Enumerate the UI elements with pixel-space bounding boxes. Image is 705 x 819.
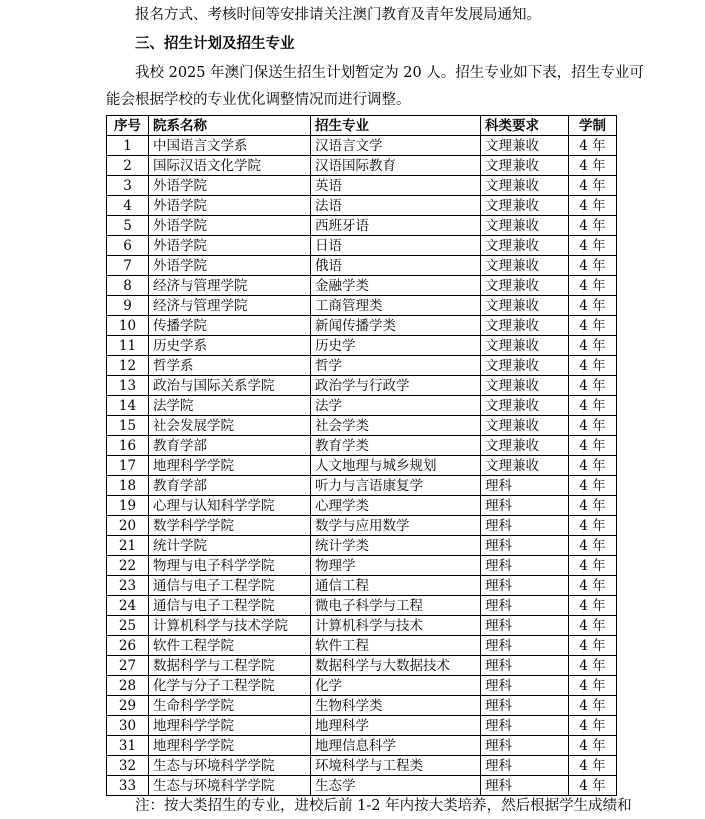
cell-index: 20 [107,516,149,536]
cell-duration: 4 年 [569,576,617,596]
cell-duration: 4 年 [569,396,617,416]
cell-index: 1 [107,136,149,156]
cell-index: 10 [107,316,149,336]
cell-index: 7 [107,256,149,276]
cell-index: 11 [107,336,149,356]
cell-duration: 4 年 [569,716,617,736]
cell-index: 16 [107,436,149,456]
cell-department: 地理科学学院 [149,736,311,756]
cell-subject-requirement: 文理兼收 [481,156,569,176]
cell-index: 27 [107,656,149,676]
cell-index: 29 [107,696,149,716]
cell-index: 15 [107,416,149,436]
paragraph-line-2: 能会根据学校的专业优化调整情况而进行调整。 [106,92,411,108]
cell-index: 19 [107,496,149,516]
table-row [107,676,617,696]
cell-index: 6 [107,236,149,256]
cell-major: 数据科学与大数据技术 [311,656,481,676]
cell-department: 国际汉语文化学院 [149,156,311,176]
cell-major: 软件工程 [311,636,481,656]
cell-index: 32 [107,756,149,776]
cell-department: 化学与分子工程学院 [149,676,311,696]
cell-subject-requirement: 文理兼收 [481,136,569,156]
cell-index: 31 [107,736,149,756]
cell-duration: 4 年 [569,236,617,256]
cell-subject-requirement: 文理兼收 [481,356,569,376]
cell-major: 环境科学与工程类 [311,756,481,776]
table-row [107,656,617,676]
cell-subject-requirement: 理科 [481,496,569,516]
cell-major: 日语 [311,236,481,256]
cell-index: 2 [107,156,149,176]
cell-duration: 4 年 [569,616,617,636]
cell-department: 外语学院 [149,196,311,216]
cell-department: 外语学院 [149,216,311,236]
header-subject-requirement: 科类要求 [481,116,569,136]
table-row [107,736,617,756]
cell-department: 统计学院 [149,536,311,556]
cell-subject-requirement: 理科 [481,736,569,756]
cell-subject-requirement: 理科 [481,656,569,676]
cell-index: 12 [107,356,149,376]
cell-department: 经济与管理学院 [149,296,311,316]
cell-duration: 4 年 [569,516,617,536]
cell-major: 物理学 [311,556,481,576]
table-row [107,696,617,716]
table-row [107,156,617,176]
cell-subject-requirement: 理科 [481,516,569,536]
table-row [107,196,617,216]
cell-major: 法语 [311,196,481,216]
cell-department: 生态与环境科学学院 [149,756,311,776]
cell-subject-requirement: 理科 [481,576,569,596]
cell-duration: 4 年 [569,436,617,456]
table-row [107,636,617,656]
cell-major: 汉语国际教育 [311,156,481,176]
cell-department: 哲学系 [149,356,311,376]
table-row [107,556,617,576]
cell-duration: 4 年 [569,356,617,376]
cell-duration: 4 年 [569,136,617,156]
cell-index: 28 [107,676,149,696]
cell-duration: 4 年 [569,656,617,676]
cell-department: 通信与电子工程学院 [149,576,311,596]
cell-subject-requirement: 文理兼收 [481,236,569,256]
cell-department: 地理科学学院 [149,456,311,476]
cell-subject-requirement: 文理兼收 [481,316,569,336]
table-row [107,416,617,436]
table-row [107,616,617,636]
cell-duration: 4 年 [569,316,617,336]
paragraph-line-1: 我校 2025 年澳门保送生招生计划暂定为 20 人。招生专业如下表，招生专业可 [135,65,644,81]
cell-major: 听力与言语康复学 [311,476,481,496]
cell-subject-requirement: 文理兼收 [481,376,569,396]
cell-major: 社会学类 [311,416,481,436]
table-row [107,536,617,556]
cell-department: 法学院 [149,396,311,416]
cell-major: 生态学 [311,776,481,796]
cell-subject-requirement: 文理兼收 [481,436,569,456]
note-text: 注：按大类招生的专业，进校后前 1-2 年内按大类培养，然后根据学生成绩和 [135,798,632,814]
cell-duration: 4 年 [569,196,617,216]
cell-index: 3 [107,176,149,196]
cell-department: 中国语言文学系 [149,136,311,156]
cell-department: 教育学部 [149,436,311,456]
cell-department: 计算机科学与技术学院 [149,616,311,636]
cell-duration: 4 年 [569,216,617,236]
cell-index: 24 [107,596,149,616]
cell-index: 17 [107,456,149,476]
cell-index: 25 [107,616,149,636]
cell-subject-requirement: 文理兼收 [481,256,569,276]
cell-duration: 4 年 [569,536,617,556]
cell-duration: 4 年 [569,556,617,576]
cell-index: 14 [107,396,149,416]
cell-duration: 4 年 [569,696,617,716]
cell-department: 政治与国际关系学院 [149,376,311,396]
cell-major: 计算机科学与技术 [311,616,481,636]
cell-subject-requirement: 文理兼收 [481,456,569,476]
cell-department: 历史学系 [149,336,311,356]
cell-duration: 4 年 [569,416,617,436]
cell-major: 英语 [311,176,481,196]
cell-major: 西班牙语 [311,216,481,236]
table-row [107,776,617,796]
cell-subject-requirement: 理科 [481,556,569,576]
cell-department: 外语学院 [149,256,311,276]
cell-duration: 4 年 [569,776,617,796]
cell-index: 26 [107,636,149,656]
cell-duration: 4 年 [569,276,617,296]
cell-department: 数据科学与工程学院 [149,656,311,676]
header-duration: 学制 [569,116,617,136]
table-body [107,136,617,796]
cell-department: 生态与环境科学学院 [149,776,311,796]
cell-department: 经济与管理学院 [149,276,311,296]
cell-major: 法学 [311,396,481,416]
cell-major: 工商管理类 [311,296,481,316]
table-row [107,496,617,516]
cell-major: 政治学与行政学 [311,376,481,396]
cell-duration: 4 年 [569,256,617,276]
cell-major: 地理科学 [311,716,481,736]
table-row [107,576,617,596]
table-row [107,296,617,316]
cell-major: 俄语 [311,256,481,276]
table-row [107,356,617,376]
cell-index: 5 [107,216,149,236]
cell-department: 地理科学学院 [149,716,311,736]
table-row [107,396,617,416]
enrollment-plan-table [106,115,617,796]
cell-department: 物理与电子科学学院 [149,556,311,576]
cell-duration: 4 年 [569,336,617,356]
cell-department: 生命科学学院 [149,696,311,716]
cell-major: 统计学类 [311,536,481,556]
cell-subject-requirement: 文理兼收 [481,336,569,356]
cell-major: 教育学类 [311,436,481,456]
cell-index: 18 [107,476,149,496]
cell-department: 数学科学学院 [149,516,311,536]
cell-index: 9 [107,296,149,316]
cell-subject-requirement: 理科 [481,596,569,616]
table-row [107,256,617,276]
cell-major: 地理信息科学 [311,736,481,756]
table-row [107,756,617,776]
cell-index: 23 [107,576,149,596]
table-row [107,236,617,256]
cell-major: 微电子科学与工程 [311,596,481,616]
table-row [107,216,617,236]
table-row [107,276,617,296]
cell-duration: 4 年 [569,156,617,176]
table-row [107,136,617,156]
cell-index: 4 [107,196,149,216]
table-header-row [107,116,617,136]
cell-major: 通信工程 [311,576,481,596]
cell-department: 软件工程学院 [149,636,311,656]
header-index: 序号 [107,116,149,136]
table-row [107,596,617,616]
table-row [107,716,617,736]
table-row [107,516,617,536]
cell-subject-requirement: 文理兼收 [481,216,569,236]
cell-duration: 4 年 [569,736,617,756]
cell-subject-requirement: 文理兼收 [481,396,569,416]
cell-index: 8 [107,276,149,296]
cell-duration: 4 年 [569,636,617,656]
cell-major: 数学与应用数学 [311,516,481,536]
cell-major: 生物科学类 [311,696,481,716]
cell-subject-requirement: 文理兼收 [481,176,569,196]
cell-subject-requirement: 理科 [481,616,569,636]
cell-major: 人文地理与城乡规划 [311,456,481,476]
cell-index: 30 [107,716,149,736]
cell-duration: 4 年 [569,376,617,396]
cell-index: 22 [107,556,149,576]
cell-major: 金融学类 [311,276,481,296]
cell-duration: 4 年 [569,496,617,516]
cell-duration: 4 年 [569,676,617,696]
cell-duration: 4 年 [569,756,617,776]
table-row [107,456,617,476]
cell-duration: 4 年 [569,456,617,476]
cell-major: 心理学类 [311,496,481,516]
cell-duration: 4 年 [569,296,617,316]
cell-subject-requirement: 文理兼收 [481,196,569,216]
cell-major: 哲学 [311,356,481,376]
intro-text: 报名方式、考核时间等安排请关注澳门教育及青年发展局通知。 [135,7,541,23]
cell-subject-requirement: 理科 [481,536,569,556]
table-row [107,176,617,196]
cell-subject-requirement: 文理兼收 [481,416,569,436]
table-row [107,476,617,496]
cell-subject-requirement: 理科 [481,716,569,736]
header-department: 院系名称 [149,116,311,136]
cell-department: 社会发展学院 [149,416,311,436]
cell-subject-requirement: 文理兼收 [481,296,569,316]
cell-duration: 4 年 [569,176,617,196]
cell-subject-requirement: 理科 [481,696,569,716]
cell-department: 外语学院 [149,236,311,256]
cell-subject-requirement: 文理兼收 [481,276,569,296]
table-row [107,316,617,336]
cell-subject-requirement: 理科 [481,636,569,656]
cell-duration: 4 年 [569,476,617,496]
cell-subject-requirement: 理科 [481,676,569,696]
cell-major: 汉语言文学 [311,136,481,156]
section-heading: 三、招生计划及招生专业 [135,36,295,52]
cell-index: 33 [107,776,149,796]
cell-index: 13 [107,376,149,396]
cell-major: 化学 [311,676,481,696]
cell-duration: 4 年 [569,596,617,616]
cell-department: 通信与电子工程学院 [149,596,311,616]
cell-department: 教育学部 [149,476,311,496]
table-row [107,376,617,396]
cell-department: 传播学院 [149,316,311,336]
cell-department: 外语学院 [149,176,311,196]
cell-major: 历史学 [311,336,481,356]
cell-index: 21 [107,536,149,556]
cell-major: 新闻传播学类 [311,316,481,336]
table-row [107,436,617,456]
cell-subject-requirement: 理科 [481,756,569,776]
cell-subject-requirement: 理科 [481,776,569,796]
cell-department: 心理与认知科学学院 [149,496,311,516]
cell-subject-requirement: 理科 [481,476,569,496]
header-major: 招生专业 [311,116,481,136]
table-row [107,336,617,356]
